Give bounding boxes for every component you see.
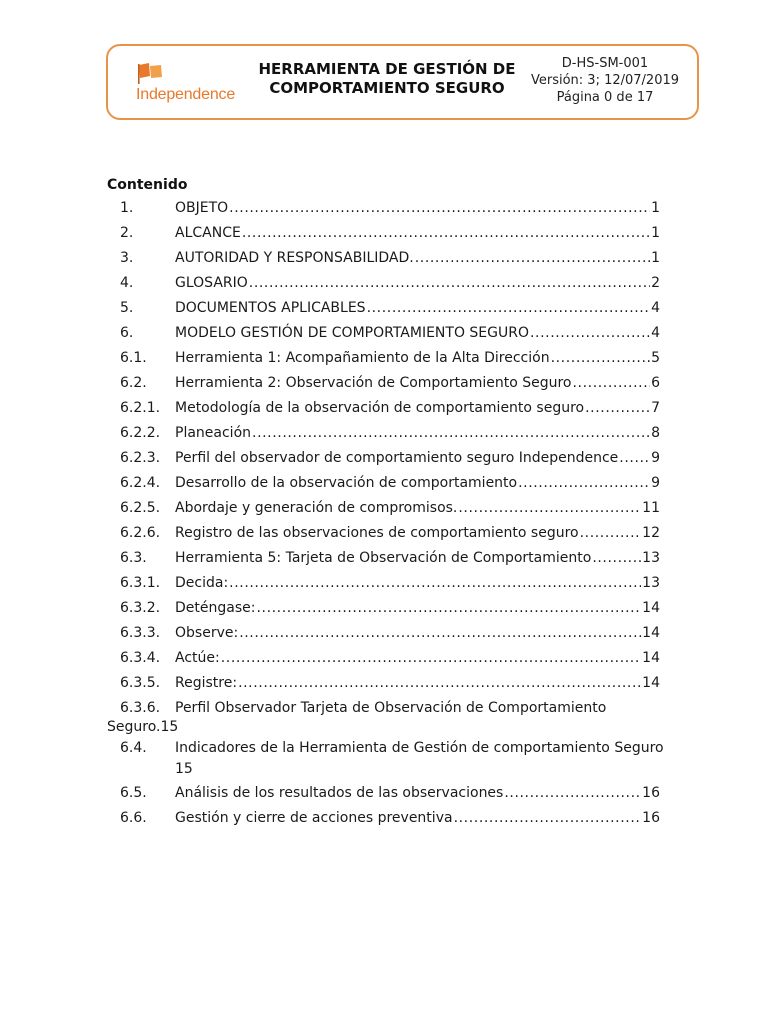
- toc-entry-line: [175, 598, 660, 618]
- document-title-line2: COMPORTAMIENTO SEGURO: [269, 79, 505, 97]
- toc-entry-page: 9: [651, 450, 660, 466]
- toc-entry-line: [175, 198, 660, 218]
- toc-entry-number: 6.: [120, 325, 134, 341]
- toc-entry-title: Herramienta 5: Tarjeta de Observación de Comportamiento: [175, 550, 592, 566]
- toc-entry-title: ALCANCE: [175, 225, 241, 241]
- toc-entry-line: [175, 223, 660, 243]
- toc-dot-leader: [573, 373, 651, 393]
- toc-entry-title: Perfil del observador de comportamiento seguro Independence: [175, 450, 619, 466]
- toc-entry-line: [175, 573, 660, 593]
- toc-entry-page: 14: [642, 600, 660, 616]
- toc-entry-page: 1: [651, 200, 660, 216]
- toc-entry-line: [175, 398, 660, 418]
- document-title: [242, 60, 532, 98]
- document-title-line1: HERRAMIENTA DE GESTIÓN DE: [258, 60, 516, 78]
- toc-entry-number: 5.: [120, 300, 134, 316]
- toc-entry[interactable]: [0, 371, 768, 396]
- toc-dot-leader: [256, 598, 641, 618]
- toc-dot-leader: [551, 348, 651, 368]
- toc-entry-line: [175, 298, 660, 318]
- toc-entry-page: 4: [651, 325, 660, 341]
- toc-entry-title: Análisis de los resultados de las observaciones: [175, 785, 504, 801]
- toc-entry-number: 6.5.: [120, 785, 147, 801]
- table-of-contents: [0, 196, 768, 831]
- toc-dot-leader: [229, 573, 641, 593]
- toc-entry-line: [175, 248, 660, 268]
- toc-entry[interactable]: [0, 546, 768, 571]
- toc-entry-number: 6.4.: [120, 740, 147, 756]
- toc-entry-number: 4.: [120, 275, 134, 291]
- toc-entry-number: 6.2.1.: [120, 400, 161, 416]
- toc-entry-page: 7: [651, 400, 660, 416]
- toc-entry[interactable]: [0, 246, 768, 271]
- toc-entry[interactable]: [0, 781, 768, 806]
- toc-entry-page: 13: [642, 575, 660, 591]
- toc-entry[interactable]: [0, 346, 768, 371]
- toc-entry-page: 8: [651, 425, 660, 441]
- toc-entry-page: 1: [651, 250, 660, 266]
- toc-entry-line: [175, 498, 660, 518]
- toc-entry[interactable]: [0, 671, 768, 696]
- toc-entry-number: 6.3.4.: [120, 650, 161, 666]
- toc-entry-line: [175, 648, 660, 668]
- toc-entry[interactable]: [0, 296, 768, 321]
- independence-logo: [132, 60, 242, 108]
- toc-entry-title: OBJETO: [175, 200, 229, 216]
- toc-entry-title: Decida:: [175, 575, 229, 591]
- toc-entry-number: 6.3.2.: [120, 600, 161, 616]
- toc-entry[interactable]: [0, 696, 768, 736]
- toc-entry-line: [175, 273, 660, 293]
- toc-entry-title: DOCUMENTOS APLICABLES: [175, 300, 366, 316]
- toc-dot-leader: [242, 223, 650, 243]
- toc-entry-page: 15: [175, 761, 193, 777]
- toc-entry-number: 6.3.5.: [120, 675, 161, 691]
- toc-dot-leader: [252, 423, 650, 443]
- toc-entry-number: 6.3.: [120, 550, 147, 566]
- toc-heading: Contenido: [107, 177, 188, 193]
- toc-entry-page: 13: [642, 550, 660, 566]
- toc-entry-title: Planeación: [175, 425, 252, 441]
- toc-entry[interactable]: [0, 271, 768, 296]
- toc-entry[interactable]: [0, 646, 768, 671]
- toc-entry-title-continued: Seguro.15: [107, 719, 179, 735]
- toc-entry[interactable]: [0, 736, 768, 781]
- toc-entry-title: Gestión y cierre de acciones preventiva: [175, 810, 453, 826]
- toc-entry-page: 14: [642, 675, 660, 691]
- toc-dot-leader: [585, 398, 650, 418]
- toc-entry[interactable]: [0, 221, 768, 246]
- toc-entry-number: 6.1.: [120, 350, 147, 366]
- toc-entry[interactable]: [0, 521, 768, 546]
- toc-entry[interactable]: [0, 621, 768, 646]
- toc-entry-number: 6.2.: [120, 375, 147, 391]
- document-header: [106, 44, 699, 120]
- toc-entry-number: 6.2.3.: [120, 450, 161, 466]
- toc-entry-title: GLOSARIO: [175, 275, 248, 291]
- toc-entry-title: Registre:: [175, 675, 238, 691]
- toc-entry-page: 5: [651, 350, 660, 366]
- toc-entry-page: 2: [651, 275, 660, 291]
- toc-entry-title: MODELO GESTIÓN DE COMPORTAMIENTO SEGURO: [175, 325, 529, 341]
- document-code: D-HS-SM-001: [561, 56, 649, 71]
- toc-entry-number: 6.2.4.: [120, 475, 161, 491]
- toc-entry[interactable]: [0, 196, 768, 221]
- toc-entry-line: [175, 623, 660, 643]
- toc-dot-leader: [221, 648, 641, 668]
- toc-entry-number: 6.2.2.: [120, 425, 161, 441]
- toc-entry-line: [175, 373, 660, 393]
- toc-entry-line: [175, 448, 660, 468]
- toc-entry-title: Abordaje y generación de compromisos.: [175, 500, 458, 516]
- toc-entry-number: 6.2.5.: [120, 500, 161, 516]
- toc-entry-page: 14: [642, 650, 660, 666]
- toc-entry[interactable]: [0, 321, 768, 346]
- toc-entry-page: 4: [651, 300, 660, 316]
- toc-dot-leader: [530, 323, 650, 343]
- toc-entry-line: [175, 348, 660, 368]
- toc-entry[interactable]: [0, 496, 768, 521]
- toc-entry-page: 1: [651, 225, 660, 241]
- toc-entry-number: 2.: [120, 225, 134, 241]
- toc-entry[interactable]: [0, 471, 768, 496]
- toc-dot-leader: [458, 498, 641, 518]
- toc-dot-leader: [239, 623, 641, 643]
- toc-dot-leader: [454, 808, 642, 828]
- toc-entry-number: 6.3.1.: [120, 575, 161, 591]
- toc-entry-number: 6.2.6.: [120, 525, 161, 541]
- toc-entry-title: Herramienta 2: Observación de Comportamiento Seguro: [175, 375, 572, 391]
- toc-entry[interactable]: [0, 421, 768, 446]
- toc-entry-title: Registro de las observaciones de comportamiento seguro: [175, 525, 579, 541]
- toc-dot-leader: [580, 523, 642, 543]
- toc-entry-page: 14: [642, 625, 660, 641]
- toc-entry-line: [175, 808, 660, 828]
- toc-entry-page: 6: [651, 375, 660, 391]
- toc-entry-line: [175, 548, 660, 568]
- document-meta: [520, 55, 690, 106]
- toc-entry-title: Actúe:: [175, 650, 220, 666]
- toc-entry-line: [175, 673, 660, 693]
- document-page-number: Página 0 de 17: [556, 90, 654, 105]
- toc-entry-number: 6.6.: [120, 810, 147, 826]
- toc-entry[interactable]: [0, 396, 768, 421]
- toc-entry-line: [175, 783, 660, 803]
- logo-text: Independence: [136, 86, 236, 103]
- toc-dot-leader: [367, 298, 651, 318]
- toc-entry-title: Herramienta 1: Acompañamiento de la Alta Dirección: [175, 350, 550, 366]
- toc-entry[interactable]: [0, 806, 768, 831]
- toc-entry-page: 16: [642, 810, 660, 826]
- toc-dot-leader: [619, 448, 650, 468]
- toc-entry-line: [175, 523, 660, 543]
- toc-entry[interactable]: [0, 596, 768, 621]
- toc-dot-leader: [229, 198, 650, 218]
- toc-entry-line: [175, 473, 660, 493]
- toc-entry[interactable]: [0, 571, 768, 596]
- toc-entry-line: [175, 323, 660, 343]
- toc-entry-page: 9: [651, 475, 660, 491]
- toc-entry-title: Desarrollo de la observación de comportamiento: [175, 475, 518, 491]
- toc-entry-number: 6.3.6.: [120, 700, 161, 716]
- toc-entry-title: AUTORIDAD Y RESPONSABILIDAD.: [175, 250, 414, 266]
- toc-entry-number: 6.3.3.: [120, 625, 161, 641]
- toc-entry-page: 11: [642, 500, 660, 516]
- toc-entry-title: Metodología de la observación de comportamiento seguro: [175, 400, 585, 416]
- toc-dot-leader: [518, 473, 650, 493]
- toc-entry-line: [175, 423, 660, 443]
- document-version: Versión: 3; 12/07/2019: [530, 73, 680, 88]
- toc-entry-page: 12: [642, 525, 660, 541]
- toc-entry-number: 1.: [120, 200, 134, 216]
- toc-entry-title: Observe:: [175, 625, 239, 641]
- toc-entry-title: Perfil Observador Tarjeta de Observación de Comportamiento: [175, 700, 607, 716]
- toc-entry[interactable]: [0, 446, 768, 471]
- toc-entry-number: 3.: [120, 250, 134, 266]
- flag-logo-icon: [136, 62, 166, 86]
- toc-entry-title: Deténgase:: [175, 600, 256, 616]
- toc-dot-leader: [249, 273, 650, 293]
- toc-dot-leader: [504, 783, 641, 803]
- toc-dot-leader: [238, 673, 641, 693]
- toc-entry-page: 16: [642, 785, 660, 801]
- toc-dot-leader: [415, 248, 650, 268]
- toc-entry-title: Indicadores de la Herramienta de Gestión de comportamiento Seguro: [175, 740, 664, 756]
- toc-dot-leader: [592, 548, 641, 568]
